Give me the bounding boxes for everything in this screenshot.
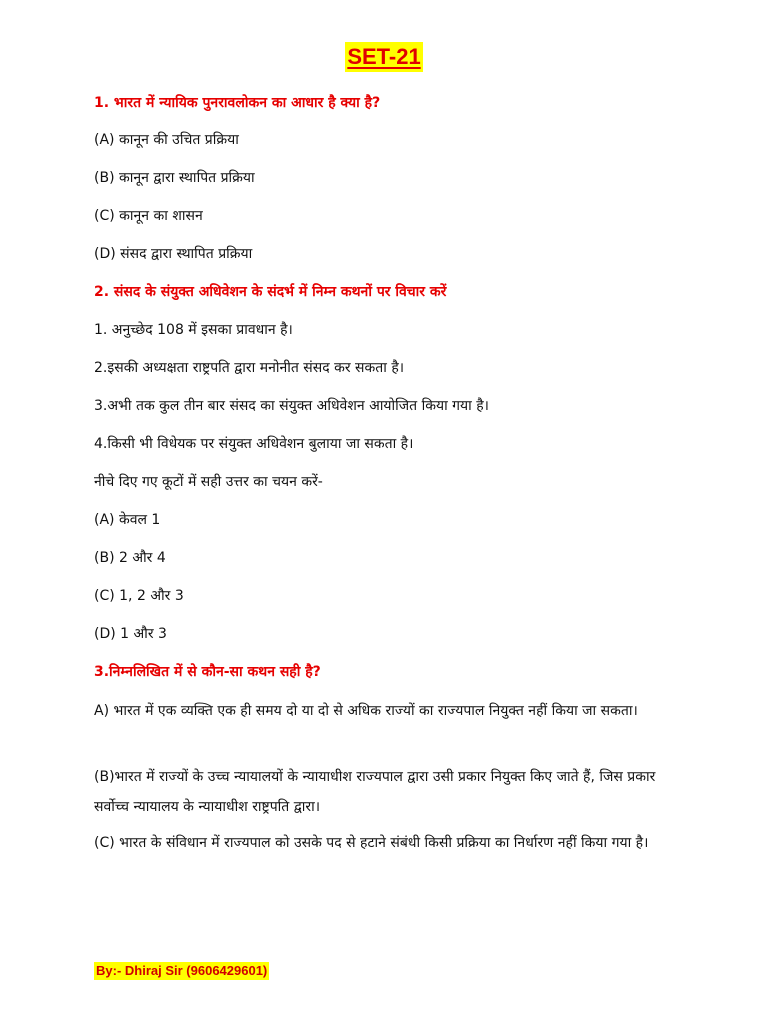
q2-option-b: (B) 2 और 4 (94, 550, 166, 566)
q2-statement-3: 3.अभी तक कुल तीन बार संसद का संयुक्त अधिवेशन आयोजित किया गया है। (94, 398, 489, 414)
q2-option-a: (A) केवल 1 (94, 512, 161, 528)
q2-option-c: (C) 1, 2 और 3 (94, 588, 184, 604)
q1-option-c: (C) कानून का शासन (94, 208, 203, 224)
q1-option-a: (A) कानून की उचित प्रक्रिया (94, 132, 239, 148)
question-2: 2. संसद के संयुक्त अधिवेशन के संदर्भ में निम्न कथनों पर विचार करें (94, 284, 447, 300)
q2-instruction: नीचे दिए गए कूटों में सही उत्तर का चयन करें- (94, 474, 323, 490)
q1-option-d: (D) संसद द्वारा स्थापित प्रक्रिया (94, 246, 253, 262)
q2-statement-4: 4.किसी भी विधेयक पर संयुक्त अधिवेशन बुलाया जा सकता है। (94, 436, 414, 452)
q2-option-d: (D) 1 और 3 (94, 626, 167, 642)
q2-statement-2: 2.इसकी अध्यक्षता राष्ट्रपति द्वारा मनोनीत संसद कर सकता है। (94, 360, 405, 376)
q2-statement-1: 1. अनुच्छेद 108 में इसका प्रावधान है। (94, 322, 293, 338)
title-wrap (0, 42, 768, 72)
question-3: 3.निम्नलिखित में से कौन-सा कथन सही है? (94, 664, 321, 680)
q1-option-b: (B) कानून द्वारा स्थापित प्रक्रिया (94, 170, 255, 186)
question-1: 1. भारत में न्यायिक पुनरावलोकन का आधार है क्या है? (94, 95, 381, 111)
q3-option-a: A) भारत में एक व्यक्ति एक ही समय दो या दो से अधिक राज्यों का राज्यपाल नियुक्त नहीं किया जा सकता। (94, 703, 638, 719)
q3-option-c: (C) भारत के संविधान में राज्यपाल को उसके पद से हटाने संबंधी किसी प्रक्रिया का निर्धारण नहीं किया गया है। (94, 835, 649, 851)
author-footer: By:- Dhiraj Sir (9606429601) (96, 963, 268, 978)
set-title: SET-21 (345, 42, 422, 72)
q3-option-b: (B)भारत में राज्यों के उच्च न्यायालयों के न्यायाधीश राज्यपाल द्वारा उसी प्रकार नियुक्त किए जाते हैं, जिस प्रकार सर्वोच्च न्यायालय के न्यायाधीश राष्ट्रपति द्वारा। (94, 769, 656, 815)
